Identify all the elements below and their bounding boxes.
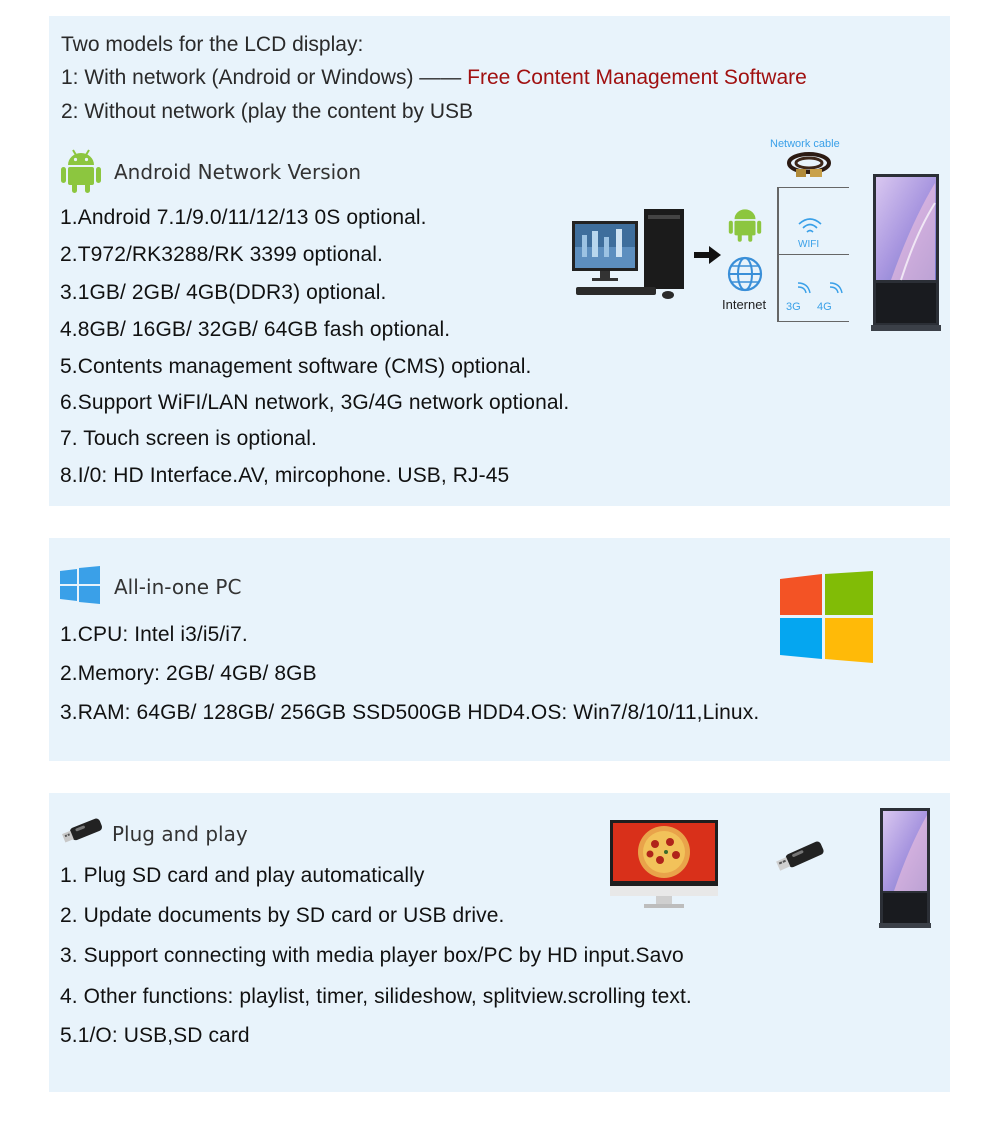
kiosk-display-image xyxy=(871,173,941,333)
intro-line-2-prefix: 1: With network (Android or Windows) —— xyxy=(61,66,468,89)
android-section-title: Android Network Version xyxy=(114,160,362,184)
usb-item-2: 2. Update documents by SD card or USB drive. xyxy=(60,904,505,927)
usb-section-title: Plug and play xyxy=(112,822,248,846)
signal-3g-icon xyxy=(796,281,812,295)
usb-stick-image xyxy=(776,838,826,874)
diagram-bracket-middle xyxy=(777,254,849,255)
4g-label: 4G xyxy=(817,301,832,313)
android-item-8: 8.I/0: HD Interface.AV, mircophone. USB, RJ-45 xyxy=(60,464,510,487)
internet-label: Internet xyxy=(722,297,767,312)
arrow-right-icon xyxy=(694,245,722,265)
diagram-bracket-bottom xyxy=(777,321,849,322)
diagram-bracket-top xyxy=(777,187,849,188)
signal-4g-icon xyxy=(828,281,844,295)
kiosk-display-small-image xyxy=(879,807,931,929)
usb-item-4: 4. Other functions: playlist, timer, silideshow, splitview.scrolling text. xyxy=(60,985,692,1008)
android-item-3: 3.1GB/ 2GB/ 4GB(DDR3) optional. xyxy=(60,281,387,304)
windows-small-icon xyxy=(60,566,100,604)
usb-item-3: 3. Support connecting with media player box/PC by HD input.Savo xyxy=(60,944,684,967)
monitor-pizza-image xyxy=(610,820,718,910)
intro-line-1: Two models for the LCD display: xyxy=(61,33,364,56)
android-item-1: 1.Android 7.1/9.0/11/12/13 0S optional. xyxy=(60,206,427,229)
android-item-6: 6.Support WiFI/LAN network, 3G/4G network optional. xyxy=(60,391,570,414)
intro-line-3: 2: Without network (play the content by USB xyxy=(61,100,474,123)
wifi-label: WIFI xyxy=(798,239,820,250)
android-item-5: 5.Contents management software (CMS) optional. xyxy=(60,355,532,378)
cms-highlight: Free Content Management Software xyxy=(467,66,807,89)
globe-icon xyxy=(727,256,763,292)
windows-item-2: 2.Memory: 2GB/ 4GB/ 8GB xyxy=(60,662,317,685)
android-item-4: 4.8GB/ 16GB/ 32GB/ 64GB fash optional. xyxy=(60,318,451,341)
usb-item-1: 1. Plug SD card and play automatically xyxy=(60,864,425,887)
windows-item-1: 1.CPU: Intel i3/i5/i7. xyxy=(60,623,248,646)
3g-label: 3G xyxy=(786,301,801,313)
android-icon xyxy=(60,148,102,194)
wifi-icon xyxy=(797,216,823,236)
usb-drive-icon xyxy=(62,816,104,844)
windows-item-3: 3.RAM: 64GB/ 128GB/ 256GB SSD500GB HDD4.OS: Win7/8/10/11,Linux. xyxy=(60,701,760,724)
network-cable-icon xyxy=(786,151,832,181)
windows-section-title: All-in-one PC xyxy=(114,575,242,599)
desktop-computer-image xyxy=(572,207,690,302)
intro-line-2 xyxy=(61,66,807,90)
android-item-2: 2.T972/RK3288/RK 3399 optional. xyxy=(60,243,383,266)
android-small-icon xyxy=(728,205,762,243)
network-cable-label: Network cable xyxy=(770,138,840,150)
windows-logo-icon xyxy=(780,571,873,663)
usb-item-5: 5.1/O: USB,SD card xyxy=(60,1024,250,1047)
android-item-7: 7. Touch screen is optional. xyxy=(60,427,317,450)
